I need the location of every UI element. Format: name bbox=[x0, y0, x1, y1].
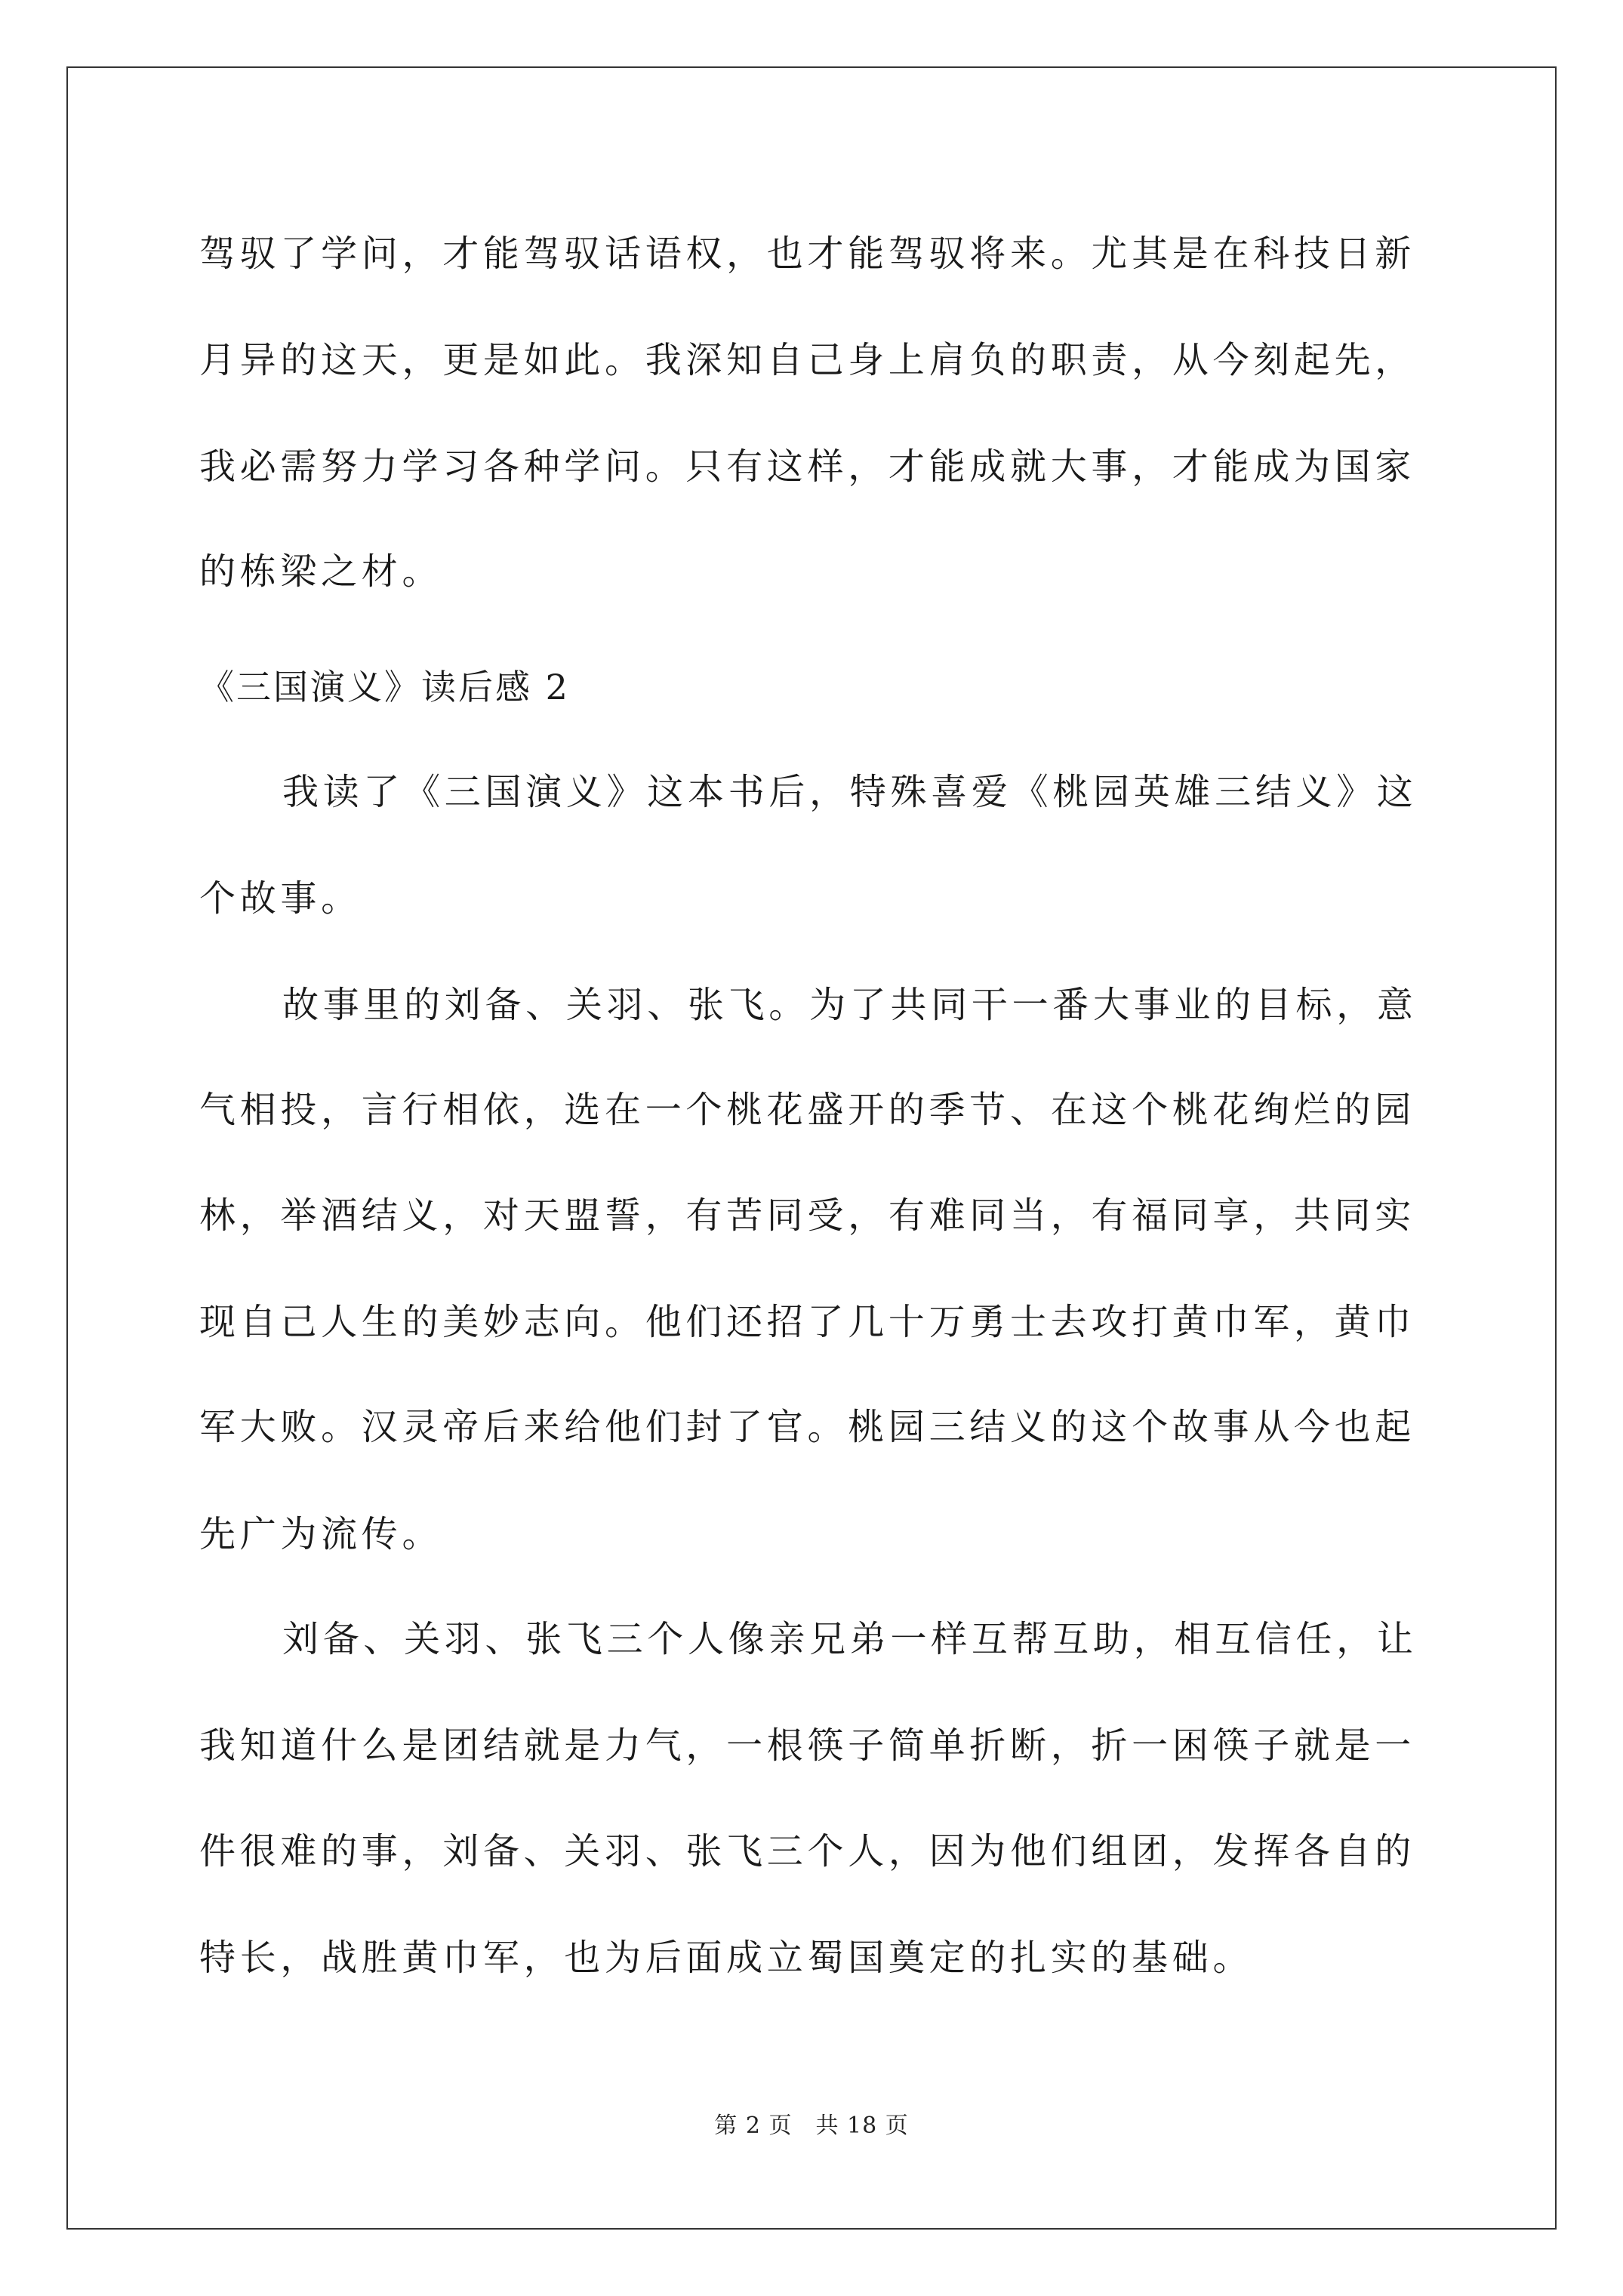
text-line: 气相投，言行相依，选在一个桃花盛开的季节、在这个桃花绚烂的园 bbox=[199, 1089, 1416, 1131]
text-line: 故事里的刘备、关羽、张飞。为了共同干一番大事业的目标，意 bbox=[282, 984, 1418, 1026]
text-line: 个故事。 bbox=[199, 877, 362, 920]
text-line: 特长，战胜黄巾军，也为后面成立蜀国奠定的扎实的基础。 bbox=[199, 1937, 1254, 1979]
section-heading: 《三国演义》读后感 2 bbox=[199, 667, 570, 707]
page-border bbox=[66, 66, 1557, 2230]
text-line: 我知道什么是团结就是力气，一根筷子简单折断，折一困筷子就是一 bbox=[199, 1724, 1416, 1767]
text-line: 现自己人生的美妙志向。他们还招了几十万勇士去攻打黄巾军，黄巾 bbox=[199, 1301, 1416, 1343]
text-line: 件很难的事，刘备、关羽、张飞三个人，因为他们组团，发挥各自的 bbox=[199, 1830, 1416, 1872]
text-line: 刘备、关羽、张飞三个人像亲兄弟一样互帮互助，相互信任，让 bbox=[282, 1618, 1418, 1660]
text-line: 先广为流传。 bbox=[199, 1513, 443, 1555]
text-line: 军大败。汉灵帝后来给他们封了官。桃园三结义的这个故事从今也起 bbox=[199, 1406, 1416, 1448]
text-line: 驾驭了学问，才能驾驭话语权，也才能驾驭将来。尤其是在科技日新 bbox=[199, 233, 1416, 275]
text-line: 我必需努力学习各种学问。只有这样，才能成就大事，才能成为国家 bbox=[199, 445, 1416, 488]
text-line: 林，举酒结义，对天盟誓，有苦同受，有难同当，有福同享，共同实 bbox=[199, 1194, 1416, 1237]
page-footer: 第 2 页 共 18 页 bbox=[714, 2113, 909, 2139]
text-line: 月异的这天，更是如此。我深知自己身上肩负的职责，从今刻起先， bbox=[199, 339, 1416, 381]
text-line: 的栋梁之材。 bbox=[199, 550, 443, 593]
text-line: 我读了《三国演义》这本书后，特殊喜爱《桃园英雄三结义》这 bbox=[282, 771, 1418, 813]
